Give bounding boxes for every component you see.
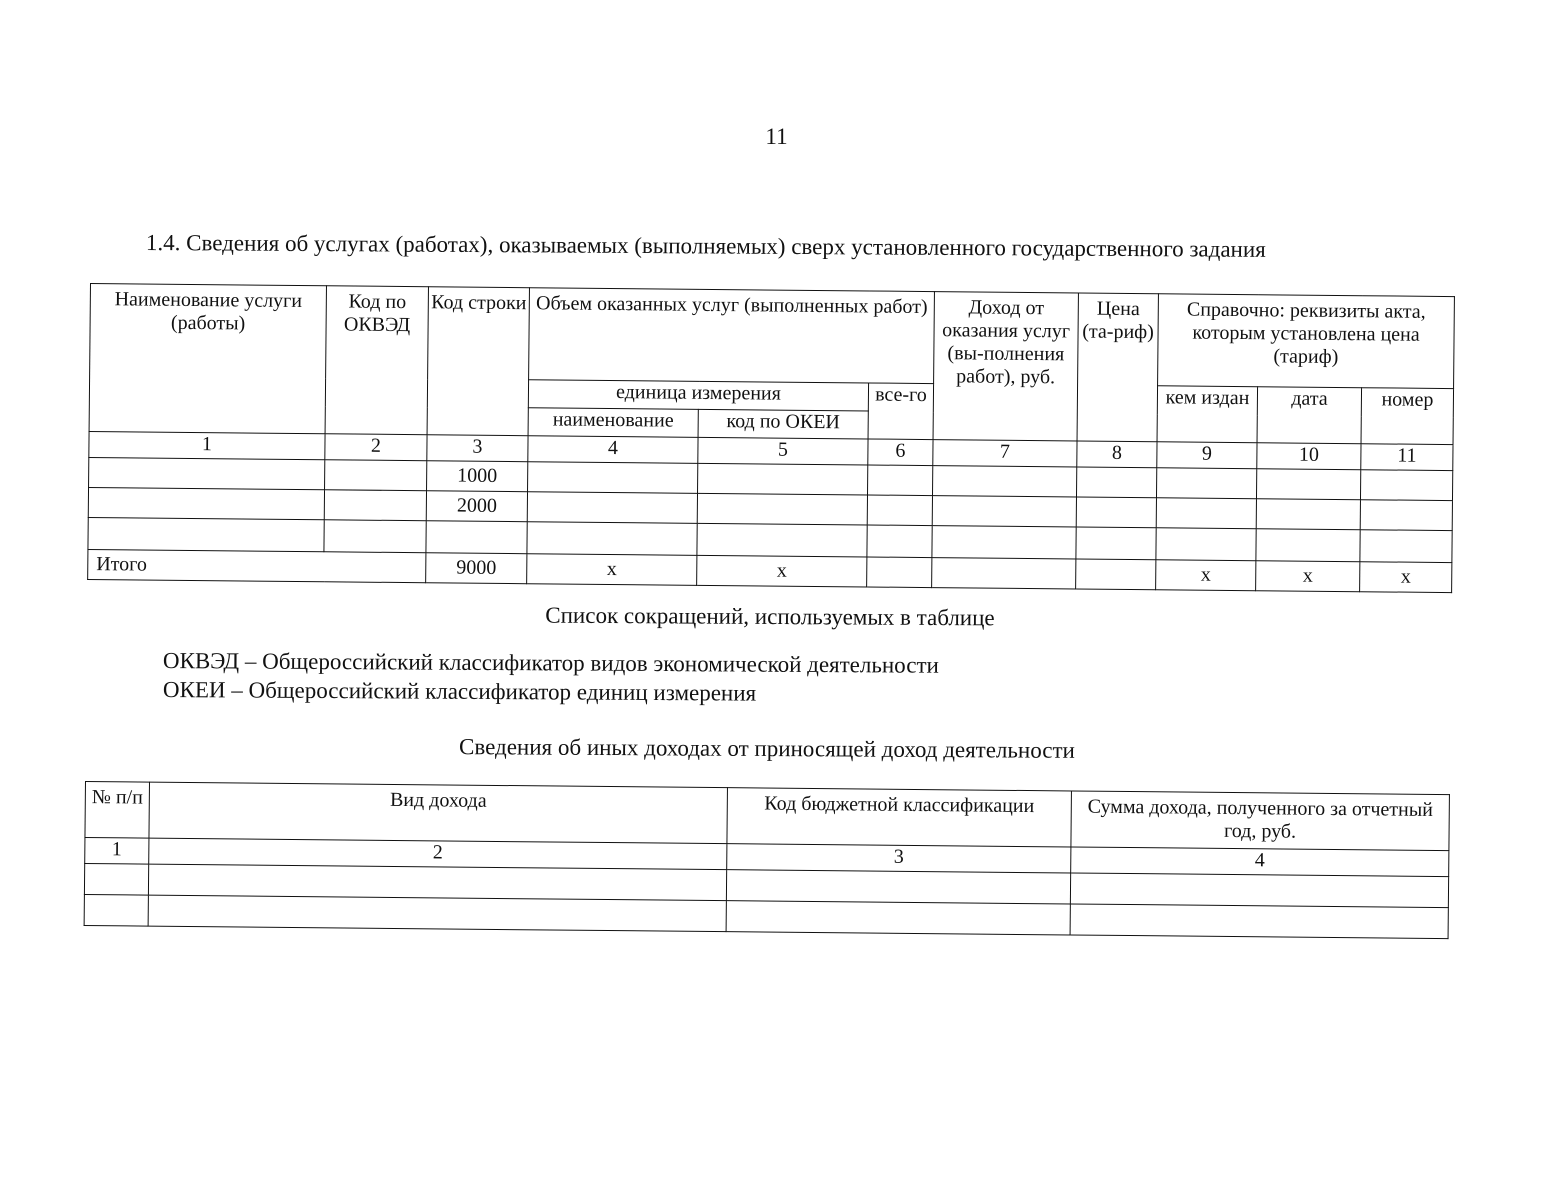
cell [1076,497,1156,528]
cell [325,460,427,491]
header-issued-by: кем издан [1157,386,1258,443]
x-mark: x [527,554,697,586]
cell [88,517,324,551]
col-number: 4 [1071,847,1449,877]
header-unit: единица измерения [528,380,868,411]
col-number: 3 [427,435,528,462]
header-price: Цена (та-риф) [1077,293,1158,442]
col-number: 10 [1257,443,1361,470]
col-number: 5 [698,437,868,465]
cell [1360,500,1452,531]
header-volume: Объем оказанных услуг (выполненных работ) [529,288,935,384]
header-income: Доход от оказания услуг (вы-полнения работ), руб. [933,292,1078,441]
col-number: 6 [868,439,933,466]
cell [1076,527,1156,560]
x-mark: x [1156,560,1256,591]
header-income-sum: Сумма дохода, полученного за отчетный год, руб. [1071,791,1450,851]
cell [1077,467,1157,498]
header-reference: Справочно: реквизиты акта, которым установлена цена (тариф) [1158,294,1455,389]
header-income-type: Вид дохода [149,782,728,844]
cell [1256,469,1360,500]
abbreviations-title: Список сокращений, используемых в таблице [545,602,995,631]
header-row-code: Код строки [427,287,529,436]
cell [867,525,932,558]
cell [868,465,933,496]
header-unit-name: наименование [528,408,698,438]
cell [1156,498,1256,529]
col-number: 8 [1077,441,1157,468]
cell [1256,529,1360,562]
col-number: 4 [528,436,698,464]
x-mark: x [1256,561,1360,592]
cell [933,466,1077,497]
page-number: 11 [765,124,788,149]
total-label: Итого [88,549,426,582]
cell [867,557,932,588]
cell [88,487,324,519]
abbreviation-okved: ОКВЭД – Общероссийский классификатор видов экономической деятельности [162,648,939,678]
header-total: все-го [868,383,934,440]
cell [932,496,1076,527]
col-number: 7 [933,440,1077,467]
cell [527,492,697,524]
header-budget-code: Код бюджетной классификации [727,788,1072,847]
header-unit-okei: код по ОКЕИ [698,409,868,439]
cell [528,462,698,494]
header-row-number: № п/п [85,782,150,839]
cell [89,457,325,489]
cell [84,894,148,926]
cell [1076,559,1156,590]
row-code: 2000 [426,491,527,522]
cell [1156,528,1256,561]
cell [1360,470,1452,501]
abbreviation-okei: ОКЕИ – Общероссийский классификатор единиц измерения [162,677,757,706]
cell [148,895,726,932]
cell [1157,468,1257,499]
col-number: 2 [325,434,427,461]
income-table [84,781,1450,939]
cell [324,520,426,553]
cell [697,523,867,557]
cell [726,901,1070,935]
col-number: 2 [149,838,727,870]
cell [697,493,867,525]
cell [1070,873,1448,908]
cell [84,864,148,896]
col-number: 3 [727,844,1071,873]
row-code: 1000 [427,461,528,492]
cell [932,558,1076,589]
cell [698,463,868,495]
cell [1360,530,1452,563]
x-mark: x [697,555,867,587]
cell [932,526,1076,559]
cell [726,870,1070,904]
col-number: 9 [1157,442,1257,469]
header-okved-code: Код по ОКВЭД [325,286,428,435]
total-code: 9000 [426,553,527,584]
col-number: 1 [89,431,325,459]
x-mark: x [1360,562,1452,593]
cell [324,490,426,521]
cell [1070,904,1448,939]
income-section-title: Сведения об иных доходах от приносящей доход деятельности [459,734,1075,763]
cell [527,522,697,556]
section-title: 1.4. Сведения об услугах (работах), оказываемых (выполняемых) сверх установленного государственного задания [145,230,1266,262]
row-code [426,521,527,554]
col-number: 11 [1361,444,1453,471]
services-table [87,283,1455,593]
cell [867,495,932,526]
header-date: дата [1257,387,1362,444]
col-number: 1 [85,838,149,865]
cell [1256,499,1360,530]
header-number: номер [1361,388,1454,445]
header-service-name: Наименование услуги (работы) [89,284,326,434]
